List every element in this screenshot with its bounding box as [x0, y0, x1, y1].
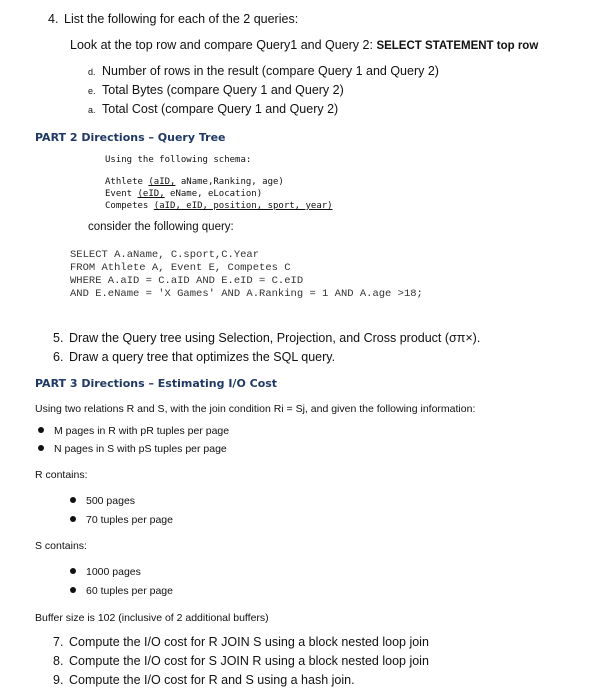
question-8: [53, 654, 429, 668]
bullet-text: 70 tuples per page: [86, 514, 173, 526]
item-letter: a.: [88, 105, 96, 115]
schema-table-name: Competes: [105, 201, 154, 211]
question-text: Compute the I/O cost for R and S using a hash join.: [69, 673, 355, 687]
bullet-item-s: [38, 443, 227, 455]
item-text: Number of rows in the result (compare Query 1 and Query 2): [102, 64, 439, 78]
question-number: 8.: [53, 654, 64, 668]
schema-intro: Using the following schema:: [105, 155, 252, 165]
schema-table-name: Athlete: [105, 177, 149, 187]
schema-competes: [105, 201, 333, 211]
bullet-icon: [70, 497, 76, 503]
bullet-text: N pages in S with pS tuples per page: [54, 443, 227, 455]
q4-item-d: [88, 64, 439, 78]
question-7: [53, 635, 429, 649]
s-item-tuples: [70, 585, 173, 597]
look-prefix: Look at the top row and compare Query1 and Query 2:: [70, 38, 377, 52]
question-number: 7.: [53, 635, 64, 649]
bullet-text: 500 pages: [86, 495, 136, 507]
question-number: 6.: [53, 350, 64, 364]
item-letter: d.: [88, 67, 96, 77]
question-text: Compute the I/O cost for S JOIN R using a block nested loop join: [69, 654, 429, 668]
question-text: Draw a query tree that optimizes the SQL query.: [69, 350, 336, 364]
bullet-icon: [38, 445, 44, 451]
part2-heading: PART 2 Directions – Query Tree: [35, 131, 226, 144]
schema-keys: (aID,: [148, 177, 176, 187]
item-letter: e.: [88, 86, 96, 96]
sql-line-3: WHERE A.aID = C.aID AND E.eID = C.eID: [70, 275, 304, 287]
schema-keys: (aID, eID, position, sport, year): [153, 201, 333, 211]
question-5: [53, 331, 480, 345]
buffer-size-text: Buffer size is 102 (inclusive of 2 additional buffers): [35, 612, 269, 624]
question-number: 4.: [48, 12, 59, 26]
bullet-icon: [38, 427, 44, 433]
s-item-pages: [70, 566, 141, 578]
schema-athlete: [105, 177, 284, 187]
look-instruction: [70, 38, 538, 52]
sql-line-1: SELECT A.aName, C.sport,C.Year: [70, 249, 260, 261]
schema-keys: (eID,: [137, 189, 165, 199]
s-contains-label: S contains:: [35, 540, 87, 552]
bullet-text: 60 tuples per page: [86, 585, 173, 597]
look-bold: SELECT STATEMENT top row: [376, 40, 539, 52]
bullet-icon: [70, 568, 76, 574]
q4-item-a: [88, 102, 338, 116]
question-number: 5.: [53, 331, 64, 345]
bullet-item-r: [38, 425, 229, 437]
r-item-tuples: [70, 514, 173, 526]
sql-line-4: AND E.eName = 'X Games' AND A.Ranking = 1 AND A.age >18;: [70, 288, 423, 300]
r-contains-label: R contains:: [35, 469, 88, 481]
schema-attrs: eName, eLocation): [164, 189, 263, 199]
question-number: 9.: [53, 673, 64, 687]
schema-table-name: Event: [105, 189, 138, 199]
bullet-icon: [70, 587, 76, 593]
item-text: Total Cost (compare Query 1 and Query 2): [102, 102, 339, 116]
consider-text: consider the following query:: [88, 221, 234, 233]
question-text: List the following for each of the 2 queries:: [64, 12, 299, 26]
sql-line-2: FROM Athlete A, Event E, Competes C: [70, 262, 291, 274]
bullet-text: 1000 pages: [86, 566, 141, 578]
schema-attrs: aName,Ranking, age): [175, 177, 284, 187]
question-4: [48, 12, 298, 26]
question-text: Compute the I/O cost for R JOIN S using a block nested loop join: [69, 635, 429, 649]
question-6: [53, 350, 335, 364]
schema-event: [105, 189, 262, 199]
question-9: [53, 673, 355, 687]
r-item-pages: [70, 495, 135, 507]
question-text: Draw the Query tree using Selection, Projection, and Cross product (σπ×).: [69, 331, 481, 345]
item-text: Total Bytes (compare Query 1 and Query 2): [102, 83, 344, 97]
bullet-text: M pages in R with pR tuples per page: [54, 425, 230, 437]
part3-intro: Using two relations R and S, with the join condition Ri = Sj, and given the following information:: [35, 403, 476, 415]
bullet-icon: [70, 516, 76, 522]
part3-heading: PART 3 Directions – Estimating I/O Cost: [35, 377, 278, 390]
q4-item-e: [88, 83, 344, 97]
